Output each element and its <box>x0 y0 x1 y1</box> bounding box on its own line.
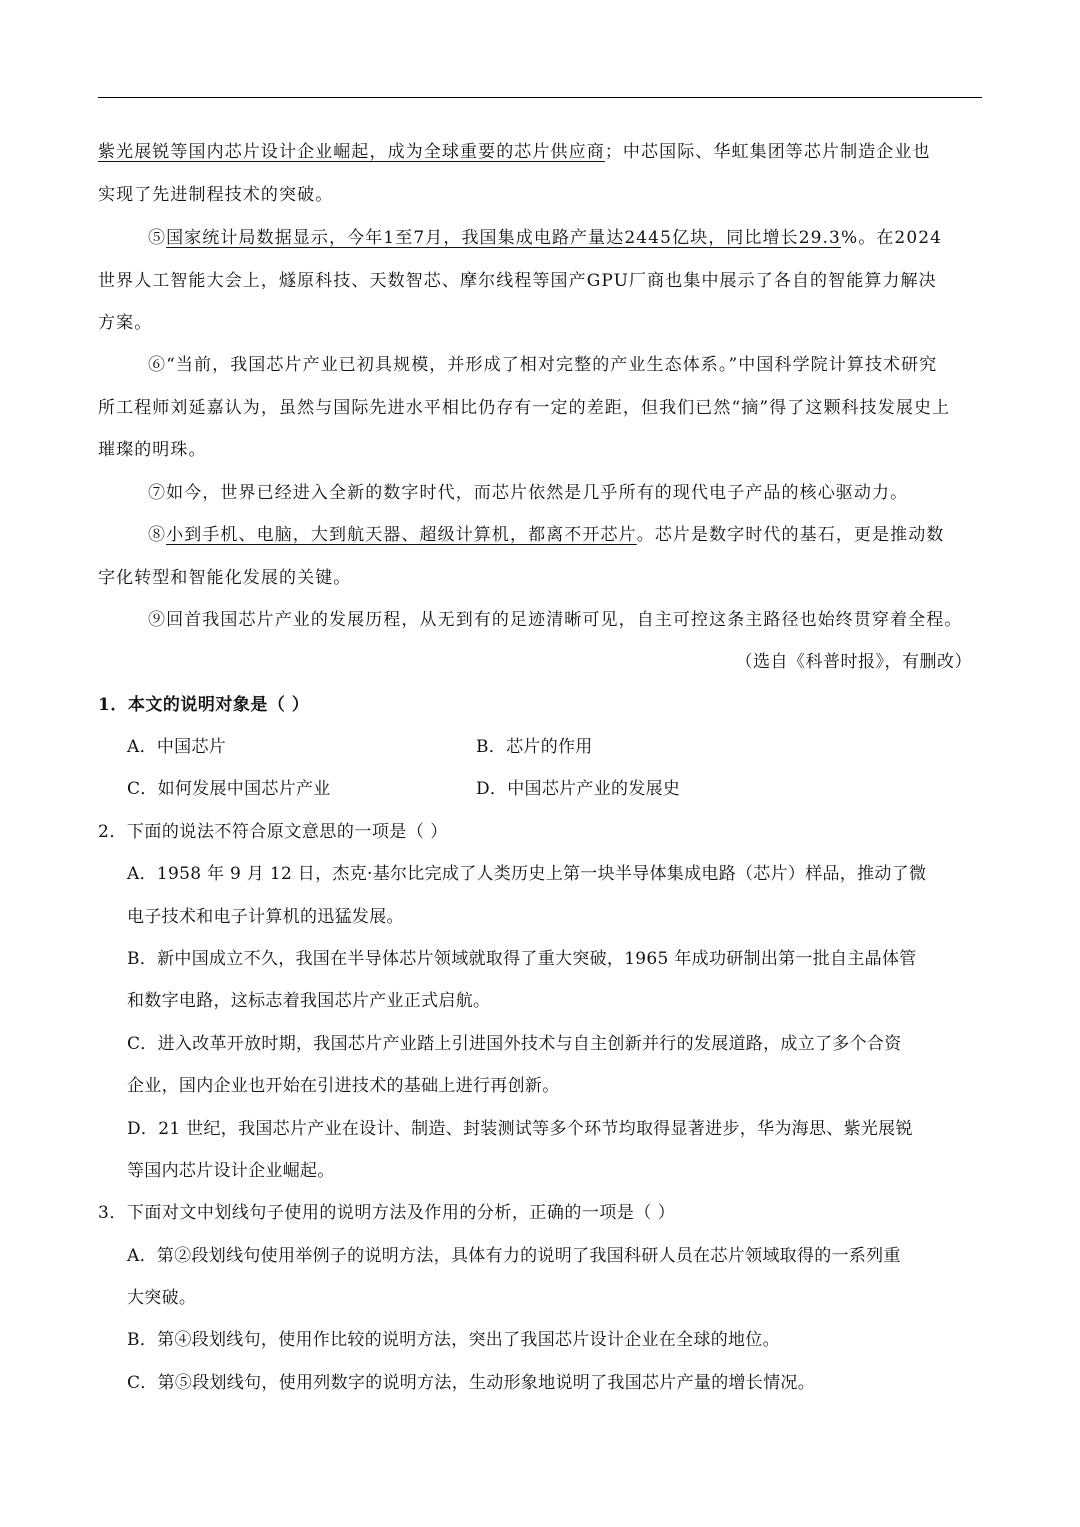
question-2-option-c-line-1[interactable]: C．进入改革开放时期，我国芯片产业踏上引进国外技术与自主创新并行的发展道路，成立了多个合资 <box>127 1034 902 1054</box>
question-3-option-a-line-1[interactable]: A．第②段划线句使用举例子的说明方法，具体有力的说明了我国科研人员在芯片领域取得的一系列重 <box>127 1246 901 1266</box>
p5-number: ⑤ <box>148 228 167 248</box>
p5-rest: %。在2024 <box>840 228 943 248</box>
p5-line-3: 方案。 <box>98 313 153 333</box>
question-1-option-a[interactable]: A．中国芯片 <box>127 737 227 757</box>
p8-line-2: 字化转型和智能化发展的关键。 <box>98 568 352 588</box>
question-1-option-b[interactable]: B．芯片的作用 <box>476 737 593 757</box>
p5-line-1 <box>148 226 942 250</box>
p6-line-1: ⑥“当前，我国芯片产业已初具规模，并形成了相对完整的产业生态体系。”中国科学院计算技术研究 <box>148 355 938 375</box>
p8-number: ⑧ <box>148 525 167 545</box>
question-3-option-b-line-1[interactable]: B．第④段划线句，使用作比较的说明方法，突出了我国芯片设计企业在全球的地位。 <box>127 1330 780 1350</box>
question-1-title: 1．本文的说明对象是（ ） <box>98 695 310 715</box>
p6-line-3: 璀璨的明珠。 <box>98 440 207 460</box>
question-2-option-d-line-1[interactable]: D．21 世纪，我国芯片产业在设计、制造、封装测试等多个环节均取得显著进步，华为海思、紫光展锐 <box>127 1119 913 1139</box>
p6-line-2: 所工程师刘延嘉认为，虽然与国际先进水平相比仍存有一定的差距，但我们已然“摘”得了这颗科技发展史上 <box>98 398 951 418</box>
p4-underlined-sentence: 紫光展锐等国内芯片设计企业崛起，成为全球重要的芯片供应商 <box>98 142 605 162</box>
p8-underlined-sentence: 小到手机、电脑，大到航天器、超级计算机，都离不开芯片 <box>166 525 637 545</box>
p4-line-2: 实现了先进制程技术的突破。 <box>98 185 334 205</box>
p5-line-2: 世界人工智能大会上，燧原科技、天数智芯、摩尔线程等国产GPU厂商也集中展示了各自的智能算力解决 <box>98 271 937 291</box>
question-1-option-d[interactable]: D．中国芯片产业的发展史 <box>476 779 681 799</box>
header-rule <box>98 97 982 98</box>
question-1-option-c[interactable]: C．如何发展中国芯片产业 <box>127 779 331 799</box>
question-3-option-c-line-1[interactable]: C．第⑤段划线句，使用列数字的说明方法，生动形象地说明了我国芯片产量的增长情况。 <box>127 1373 816 1393</box>
question-2-option-a-line-1[interactable]: A．1958 年 9 月 12 日，杰克·基尔比完成了人类历史上第一块半导体集成电路（芯片）样品，推动了微 <box>127 864 927 884</box>
question-2-title: 2．下面的说法不符合原文意思的一项是（ ） <box>98 822 448 842</box>
p4-line-1 <box>98 140 931 164</box>
question-2-option-a-line-2[interactable]: 电子技术和电子计算机的迅猛发展。 <box>127 907 404 927</box>
question-3-title: 3．下面对文中划线句子使用的说明方法及作用的分析，正确的一项是（ ） <box>98 1203 676 1223</box>
question-2-option-d-line-2[interactable]: 等国内芯片设计企业崛起。 <box>127 1161 335 1181</box>
p4-rest: ；中芯国际、华虹集团等芯片制造企业也 <box>604 142 931 162</box>
question-2-option-b-line-1[interactable]: B．新中国成立不久，我国在半导体芯片领域就取得了重大突破，1965 年成功研制出第一批自主晶体管 <box>127 949 917 969</box>
p5-underlined-sentence: 国家统计局数据显示，今年1至7月，我国集成电路产量达2445亿块，同比增长29.3 <box>166 228 841 248</box>
question-2-option-b-line-2[interactable]: 和数字电路，这标志着我国芯片产业正式启航。 <box>127 991 491 1011</box>
question-2-option-c-line-2[interactable]: 企业，国内企业也开始在引进技术的基础上进行再创新。 <box>127 1076 560 1096</box>
p7-line-1: ⑦如今，世界已经进入全新的数字时代，而芯片依然是几乎所有的现代电子产品的核心驱动力。 <box>148 483 909 503</box>
p8-line-1 <box>148 523 944 547</box>
p9-line-1: ⑨回首我国芯片产业的发展历程，从无到有的足迹清晰可见，自主可控这条主路径也始终贯穿着全程。 <box>148 610 963 630</box>
source-citation: （选自《科普时报》，有删改） <box>735 652 972 672</box>
p8-rest: 。芯片是数字时代的基石，更是推动数 <box>636 525 945 545</box>
question-3-option-a-line-2[interactable]: 大突破。 <box>127 1288 197 1308</box>
